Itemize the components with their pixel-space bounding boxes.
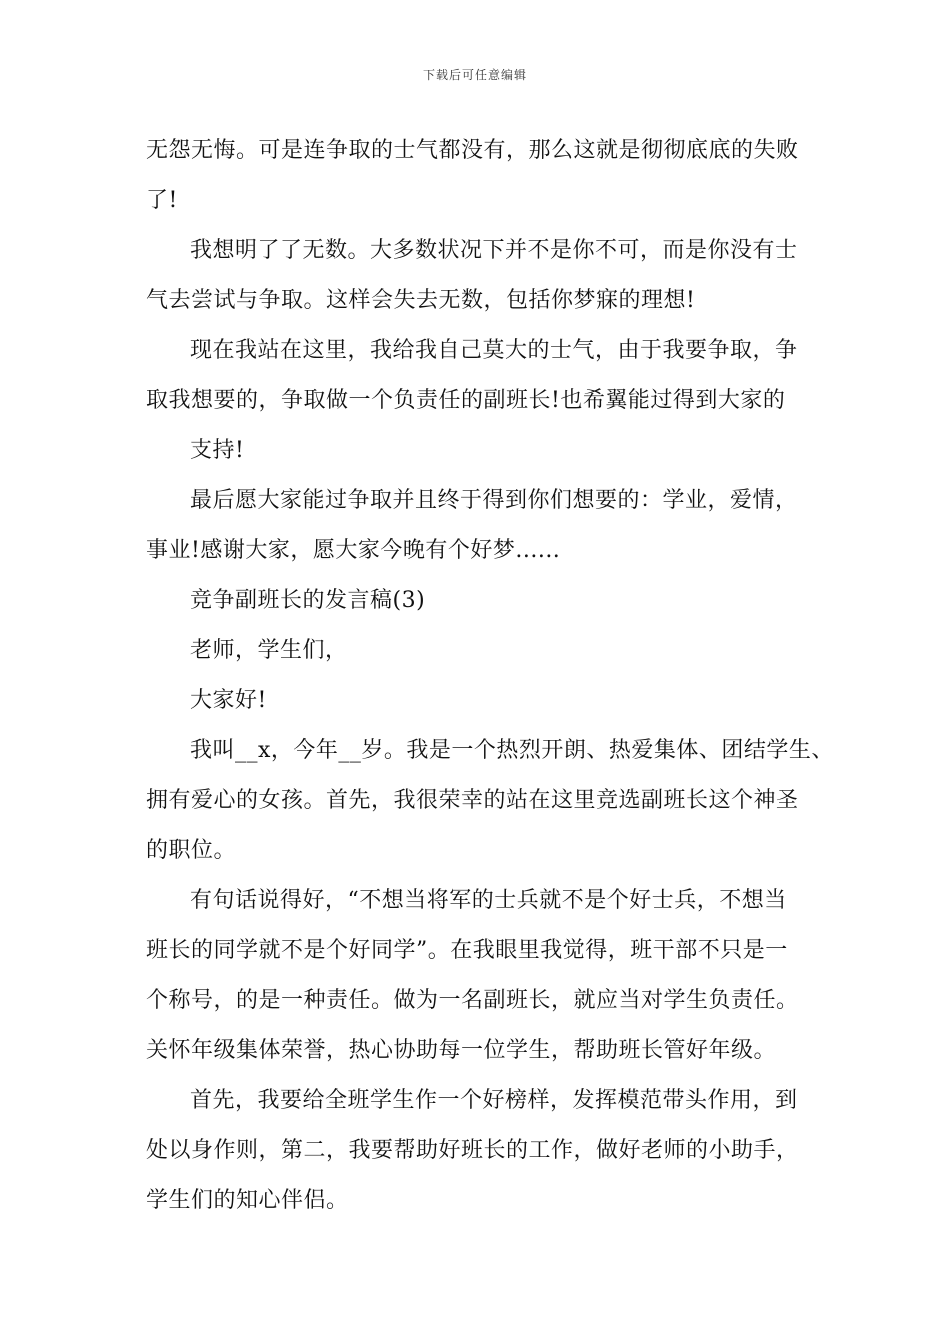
text-line: 拥有爱心的女孩。首先，我很荣幸的站在这里竞选副班长这个神圣 [146,788,799,813]
text-line: 班长的同学就不是个好同学”。在我眼里我觉得，班干部不只是一 [146,938,788,963]
text-line: 现在我站在这里，我给我自己莫大的士气，由于我要争取，争 [190,338,798,363]
section-title: 竞争副班长的发言稿(3) [190,588,426,613]
text-line: 学生们的知心伴侣。 [146,1188,349,1213]
text-line: 我想明了了无数。大多数状况下并不是你不可，而是你没有士 [190,238,798,263]
text-line: 关怀年级集体荣誉，热心协助每一位学生，帮助班长管好年级。 [146,1038,777,1063]
text-line: 了! [146,188,178,213]
text-line: 大家好! [190,688,267,713]
text-line: 取我想要的，争取做一个负责任的副班长!也希翼能过得到大家的 [146,388,786,413]
text-line: 个称号，的是一种责任。做为一名副班长，就应当对学生负责任。 [146,988,799,1013]
page-header: 下载后可任意编辑 [422,68,527,82]
text-line: 事业!感谢大家，愿大家今晚有个好梦...... [146,538,561,563]
text-line: 支持! [190,438,245,463]
text-line: 的职位。 [146,838,237,863]
text-line: 最后愿大家能过争取并且终于得到你们想要的：学业，爱情， [190,488,798,513]
text-line: 处以身作则，第二，我要帮助好班长的工作，做好老师的小助手， [146,1138,799,1163]
text-line: 无怨无悔。可是连争取的士气都没有，那么这就是彻彻底底的失败 [146,138,799,163]
text-line: 气去尝试与争取。这样会失去无数，包括你梦寐的理想! [146,288,696,313]
text-line: 首先，我要给全班学生作一个好榜样，发挥模范带头作用，到 [190,1088,798,1113]
text-line: 我叫__x，今年__岁。我是一个热烈开朗、热爱集体、团结学生、 [190,738,834,763]
text-line: 老师，学生们， [190,638,348,663]
text-line: 有句话说得好，“不想当将军的士兵就不是个好士兵，不想当 [190,888,787,913]
